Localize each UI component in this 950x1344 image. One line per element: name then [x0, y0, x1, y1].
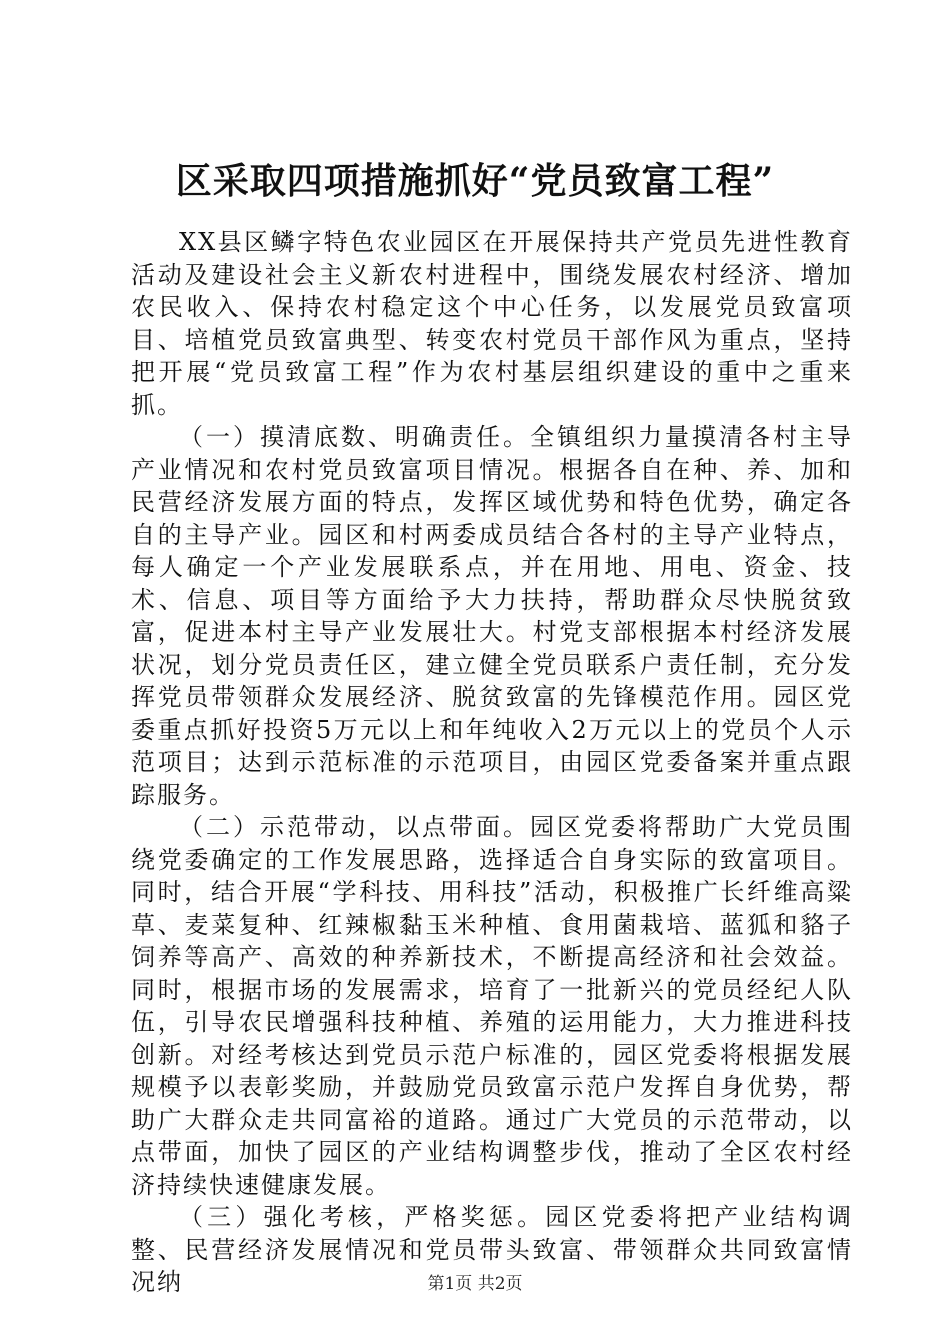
paragraph-section-3: （三）强化考核，严格奖惩。园区党委将把产业结构调整、民营经济发展情况和党员带头致富、带领群众共同致富情况纳 — [131, 1203, 853, 1296]
document-title: 区采取四项措施抓好“党员致富工程” — [175, 160, 775, 202]
paragraph-intro: XX县区鳞字特色农业园区在开展保持共产党员先进性教育活动及建设社会主义新农村进程中，围绕发展农村经济、增加农民收入、保持农村稳定这个中心任务，以发展党员致富项目、培植党员致富典型、转变农村党员干部作风为重点，坚持把开展“党员致富工程”作为农村基层组织建设的重中之重来抓。 — [131, 228, 853, 419]
paragraph-section-2: （二）示范带动，以点带面。园区党委将帮助广大党员围绕党委确定的工作发展思路，选择适合自身实际的致富项目。同时，结合开展“学科技、用科技”活动，积极推广长纤维高粱草、麦菜复种、红辣椒黏玉米种植、食用菌栽培、蓝狐和貉子饲养等高产、高效的种养新技术，不断提高经济和社会效益。同时，根据市场的发展需求，培育了一批新兴的党员经纪人队伍，引导农民增强科技种植、养殖的运用能力，大力推进科技创新。对经考核达到党员示范户标准的，园区党委将根据发展规模予以表彰奖励，并鼓励党员致富示范户发挥自身优势，帮助广大群众走共同富裕的道路。通过广大党员的示范带动，以点带面，加快了园区的产业结构调整步伐，推动了全区农村经济持续快速健康发展。 — [131, 813, 853, 1199]
paragraph-section-1: （一）摸清底数、明确责任。全镇组织力量摸清各村主导产业情况和农村党员致富项目情况。根据各自在种、养、加和民营经济发展方面的特点，发挥区域优势和特色优势，确定各自的主导产业。园区和村两委成员结合各村的主导产业特点，每人确定一个产业发展联系点，并在用地、用电、资金、技术、信息、项目等方面给予大力扶持，帮助群众尽快脱贫致富，促进本村主导产业发展壮大。村党支部根据本村经济发展状况，划分党员责任区，建立健全党员联系户责任制，充分发挥党员带领群众发展经济、脱贫致富的先锋模范作用。园区党委重点抓好投资5万元以上和年纯收入2万元以上的党员个人示范项目；达到示范标准的示范项目，由园区党委备案并重点跟踪服务。 — [131, 423, 853, 809]
document-body — [131, 226, 853, 1299]
page-number-footer: 第1页 共2页 — [427, 1274, 523, 1294]
